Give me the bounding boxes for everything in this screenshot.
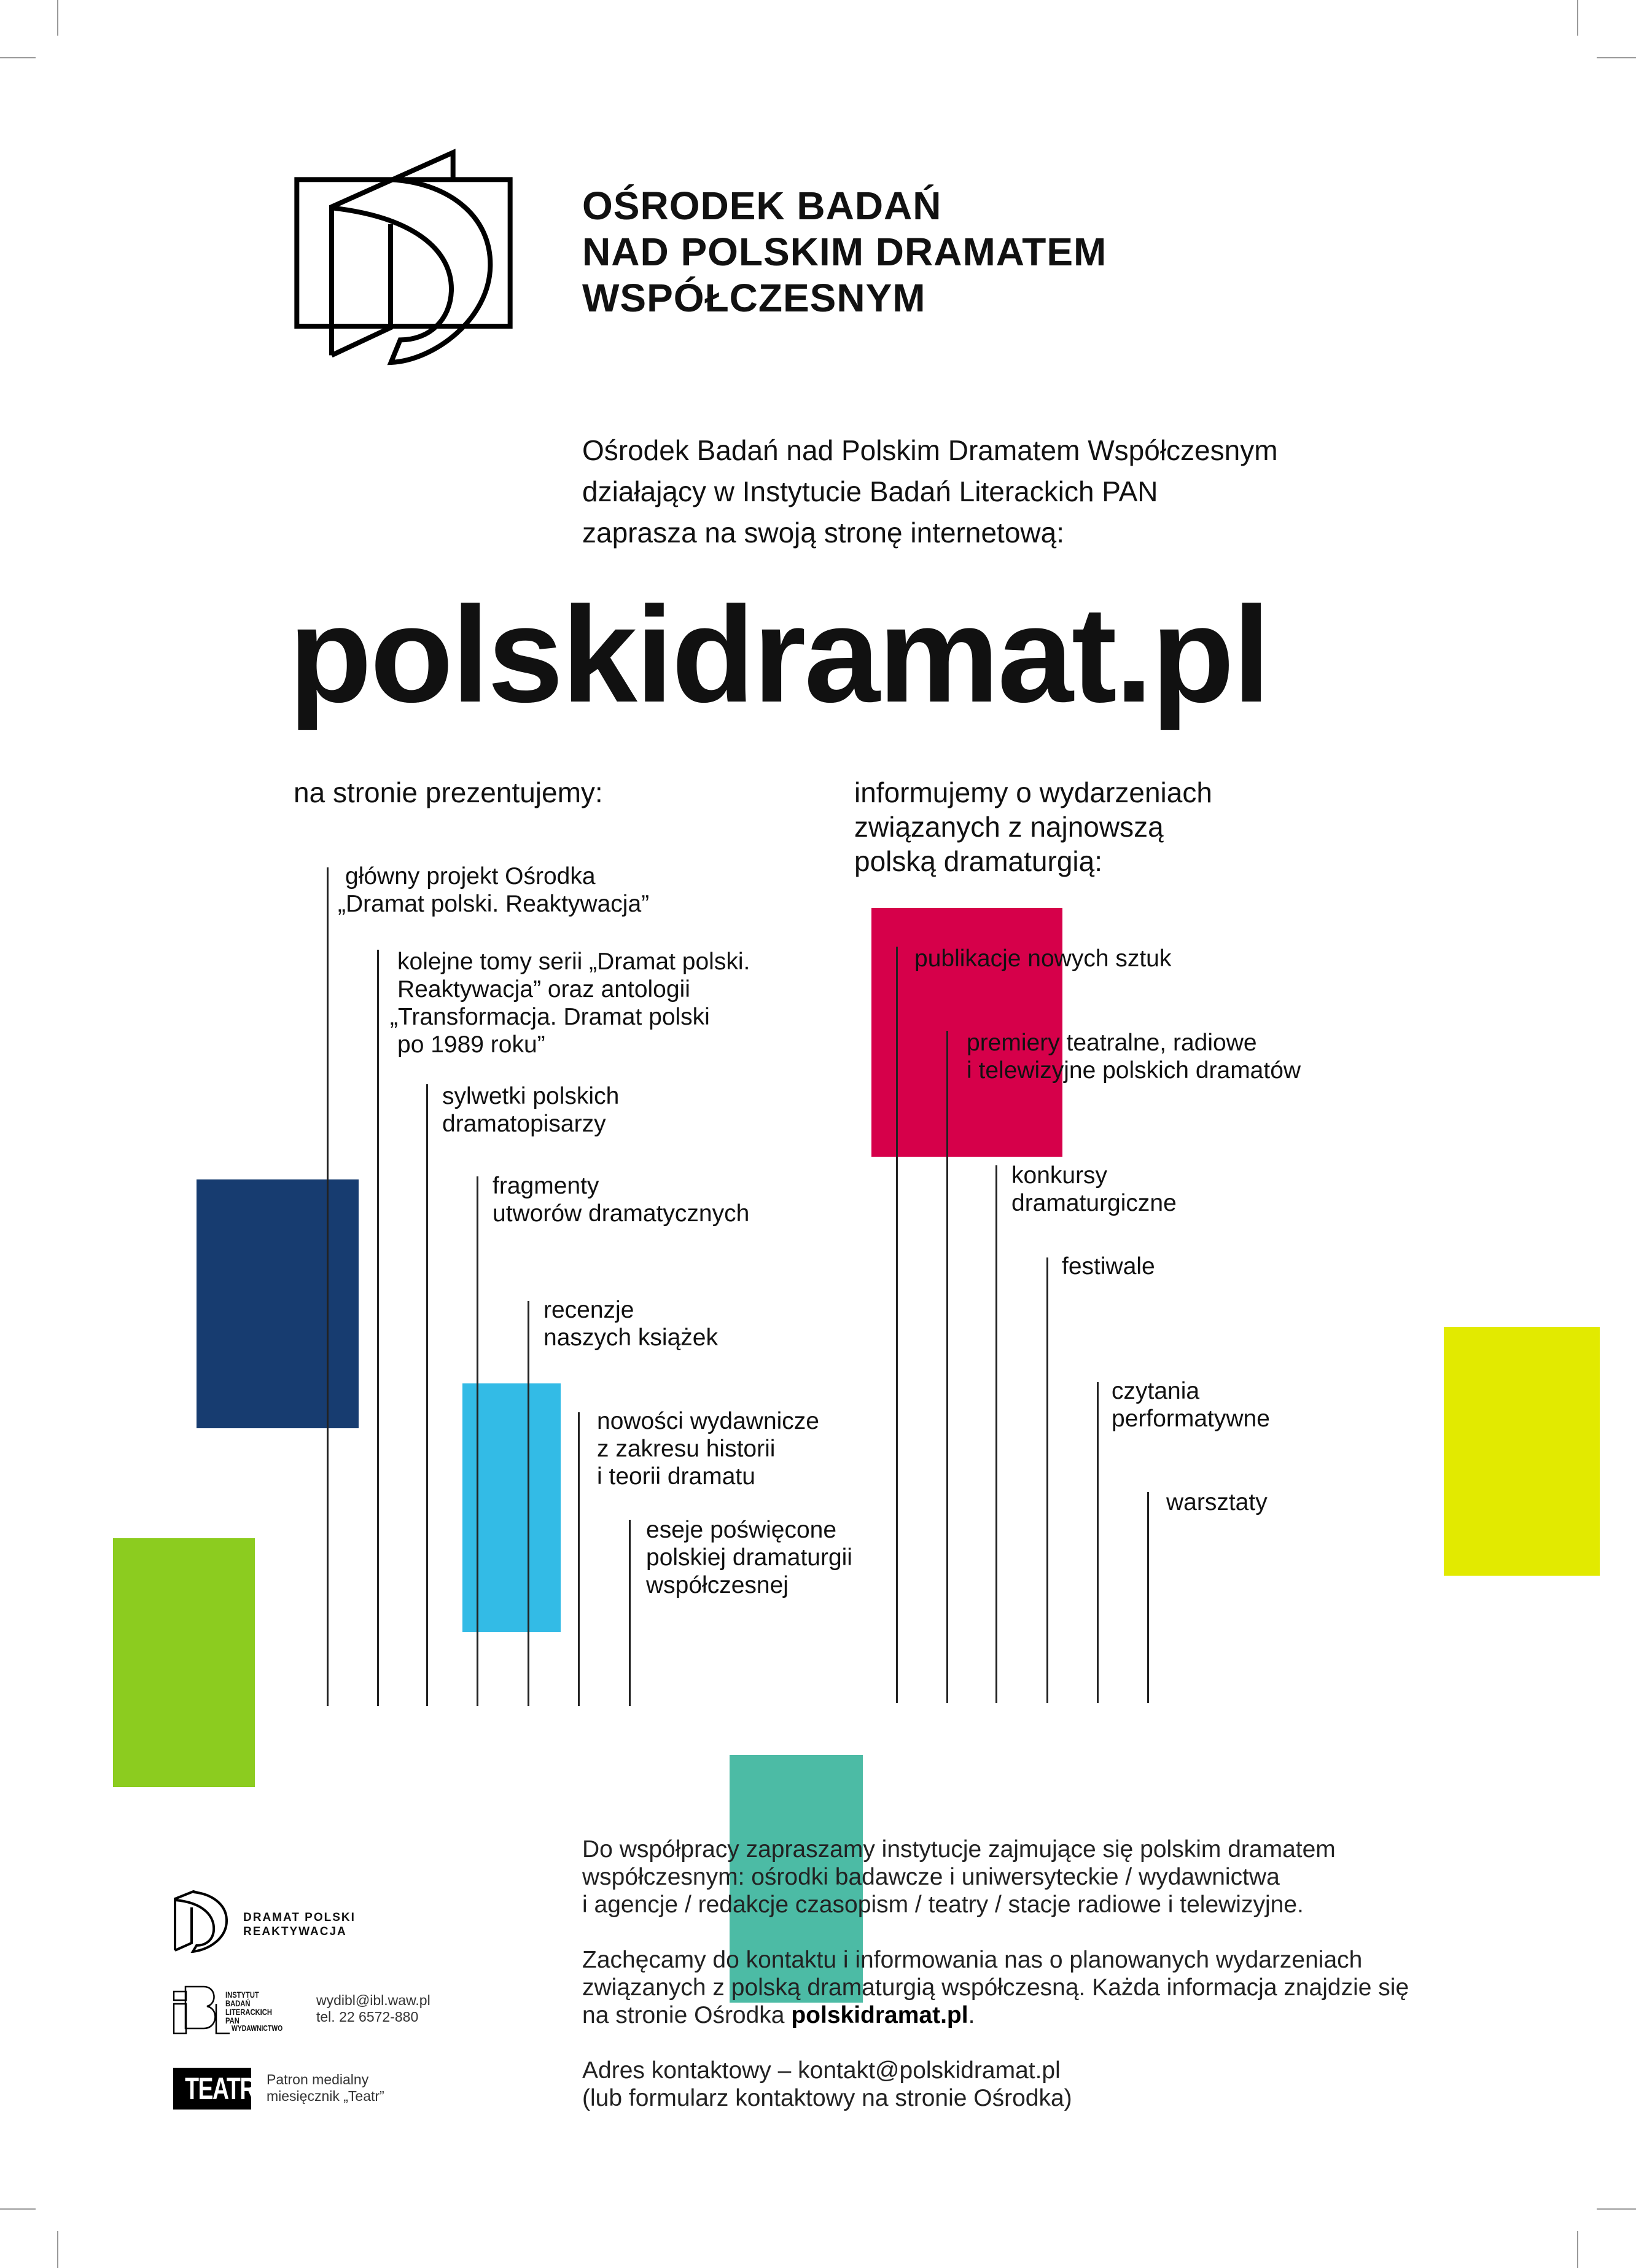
- crop-mark: [1597, 57, 1636, 58]
- org-name: [582, 183, 1107, 321]
- item-line: z zakresu historii: [597, 1436, 776, 1462]
- timeline-line: [327, 867, 329, 1706]
- item-line: festiwale: [1062, 1253, 1155, 1280]
- intro-line: zaprasza na swoją stronę internetową:: [582, 517, 1064, 549]
- teatr-logo-text: TEATR: [185, 2071, 255, 2106]
- item-line: i telewizyjne polskich dramatów: [967, 1057, 1301, 1084]
- crop-mark: [1577, 0, 1578, 36]
- list-item: [597, 1407, 819, 1490]
- item-line: czytania: [1112, 1378, 1200, 1404]
- text-punctuation: .: [968, 2002, 975, 2028]
- item-line: po 1989 roku”: [397, 1031, 545, 1058]
- list-item: [338, 862, 650, 918]
- item-line: kolejne tomy serii „Dramat polski.: [397, 948, 750, 975]
- list-item: [1011, 1162, 1177, 1217]
- dramat-polski-logo-icon: [173, 1889, 228, 1953]
- patron-line: Patron medialny: [267, 2071, 369, 2087]
- contact-encouragement-paragraph: [582, 1946, 1409, 2029]
- text-line: na stronie Ośrodka: [582, 2002, 792, 2028]
- item-line: premiery teatralne, radiowe: [967, 1030, 1257, 1056]
- org-name-line: WSPÓŁCZESNYM: [582, 276, 926, 320]
- list-item: [1112, 1377, 1270, 1433]
- item-line: konkursy: [1011, 1162, 1108, 1189]
- osrodek-logo: [270, 135, 553, 381]
- item-line: publikacje nowych sztuk: [914, 945, 1172, 972]
- heading-line: informujemy o wydarzeniach: [854, 776, 1212, 808]
- list-item: [543, 1296, 718, 1351]
- item-line: fragmenty: [493, 1173, 599, 1199]
- item-line: sylwetki polskich: [442, 1083, 620, 1109]
- list-item: [442, 1082, 619, 1138]
- timeline-line: [377, 950, 379, 1706]
- item-line: eseje poświęcone: [646, 1517, 837, 1543]
- timeline-line: [946, 1031, 948, 1703]
- ibl-email[interactable]: wydibl@ibl.waw.pl: [316, 1992, 430, 2008]
- crop-mark: [57, 2231, 58, 2268]
- org-name-line: NAD POLSKIM DRAMATEM: [582, 230, 1107, 274]
- timeline-line: [477, 1176, 478, 1706]
- text-line: Zachęcamy do kontaktu i informowania nas o planowanych wydarzeniach: [582, 1947, 1363, 1973]
- text-line: współczesnym: ośrodki badawcze i uniwersyteckie / wydawnictwa: [582, 1864, 1280, 1890]
- list-item: [1166, 1488, 1268, 1516]
- green-block: [113, 1538, 255, 1787]
- item-line: główny projekt Ośrodka: [345, 863, 596, 890]
- ibl-contact: [316, 1992, 430, 2025]
- cooperation-paragraph: [582, 1836, 1409, 1918]
- website-url[interactable]: polskidramat.pl: [289, 579, 1269, 731]
- heading-line: polską dramaturgią:: [854, 845, 1102, 877]
- patron-line: miesięcznik „Teatr”: [267, 2088, 384, 2104]
- navy-block: [197, 1179, 359, 1428]
- item-line: warsztaty: [1166, 1489, 1268, 1515]
- item-line: polskiej dramaturgii: [646, 1544, 852, 1571]
- timeline-line: [426, 1084, 428, 1706]
- item-line: utworów dramatycznych: [493, 1200, 750, 1227]
- logo-line: REAKTYWACJA: [243, 1925, 347, 1938]
- item-line: Reaktywacja” oraz antologii: [397, 976, 690, 1003]
- item-line: dramaturgiczne: [1011, 1190, 1177, 1216]
- timeline-line: [896, 947, 898, 1703]
- crop-mark: [1597, 2208, 1636, 2210]
- contact-email[interactable]: Adres kontaktowy – kontakt@polskidramat.pl: [582, 2057, 1061, 2084]
- org-name-line: OŚRODEK BADAŃ: [582, 184, 942, 228]
- item-line: naszych książek: [543, 1324, 718, 1351]
- item-line: dramatopisarzy: [442, 1111, 606, 1137]
- timeline-line: [995, 1165, 997, 1703]
- text-line: (lub formularz kontaktowy na stronie Ośrodka): [582, 2085, 1072, 2111]
- item-line: nowości wydawnicze: [597, 1408, 819, 1434]
- item-line: i teorii dramatu: [597, 1463, 755, 1490]
- heading-line: związanych z najnowszą: [854, 811, 1164, 843]
- crop-mark: [0, 2208, 36, 2210]
- timeline-line: [1147, 1492, 1149, 1703]
- text-line: Do współpracy zapraszamy instytucje zajmujące się polskim dramatem: [582, 1836, 1336, 1863]
- intro-line: działający w Instytucie Badań Literackich PAN: [582, 475, 1158, 507]
- item-line: współczesnej: [646, 1572, 789, 1598]
- list-item: [967, 1029, 1301, 1084]
- teatr-logo: [173, 2068, 255, 2110]
- logo-line: DRAMAT POLSKI: [243, 1911, 356, 1924]
- crop-mark: [0, 57, 36, 58]
- text-line: i agencje / redakcje czasopism / teatry / stacje radiowe i telewizyjne.: [582, 1891, 1304, 1918]
- list-item: [914, 945, 1171, 972]
- list-item: [493, 1172, 749, 1227]
- item-line: performatywne: [1112, 1406, 1270, 1432]
- timeline-line: [578, 1412, 580, 1706]
- crop-mark: [1577, 2231, 1578, 2268]
- contact-address-paragraph: [582, 2057, 1409, 2112]
- timeline-line: [528, 1301, 529, 1706]
- website-link[interactable]: polskidramat.pl: [791, 2002, 968, 2028]
- logo-line: INSTYTUT BADAŃ: [225, 1990, 259, 2008]
- timeline-line: [1046, 1257, 1048, 1703]
- ibl-logo: [173, 1985, 296, 2035]
- left-heading: na stronie prezentujemy:: [294, 776, 603, 808]
- contact-text: [582, 1836, 1409, 2140]
- intro-text: [582, 430, 1278, 553]
- yellow-block: [1444, 1327, 1600, 1576]
- crop-mark: [57, 0, 58, 36]
- timeline-line: [629, 1520, 631, 1706]
- list-item: [390, 948, 750, 1058]
- timeline-line: [1097, 1382, 1099, 1703]
- list-item: [1062, 1253, 1155, 1280]
- item-line: „Dramat polski. Reaktywacja”: [338, 891, 650, 917]
- ibl-phone: tel. 22 6572-880: [316, 2009, 419, 2025]
- item-line: „Transformacja. Dramat polski: [390, 1004, 710, 1030]
- list-item: [646, 1516, 852, 1599]
- text-line: związanych z polską dramaturgią współczesną. Każda informacja znajdzie się: [582, 1974, 1409, 2001]
- right-heading: [854, 775, 1212, 878]
- dramat-polski-logo-text: [243, 1910, 356, 1939]
- patron-text: [267, 2071, 384, 2105]
- intro-line: Ośrodek Badań nad Polskim Dramatem Współczesnym: [582, 434, 1278, 466]
- logo-line: WYDAWNICTWO: [232, 2024, 283, 2033]
- item-line: recenzje: [543, 1297, 634, 1323]
- logo-line: LITERACKICH PAN: [225, 2007, 272, 2025]
